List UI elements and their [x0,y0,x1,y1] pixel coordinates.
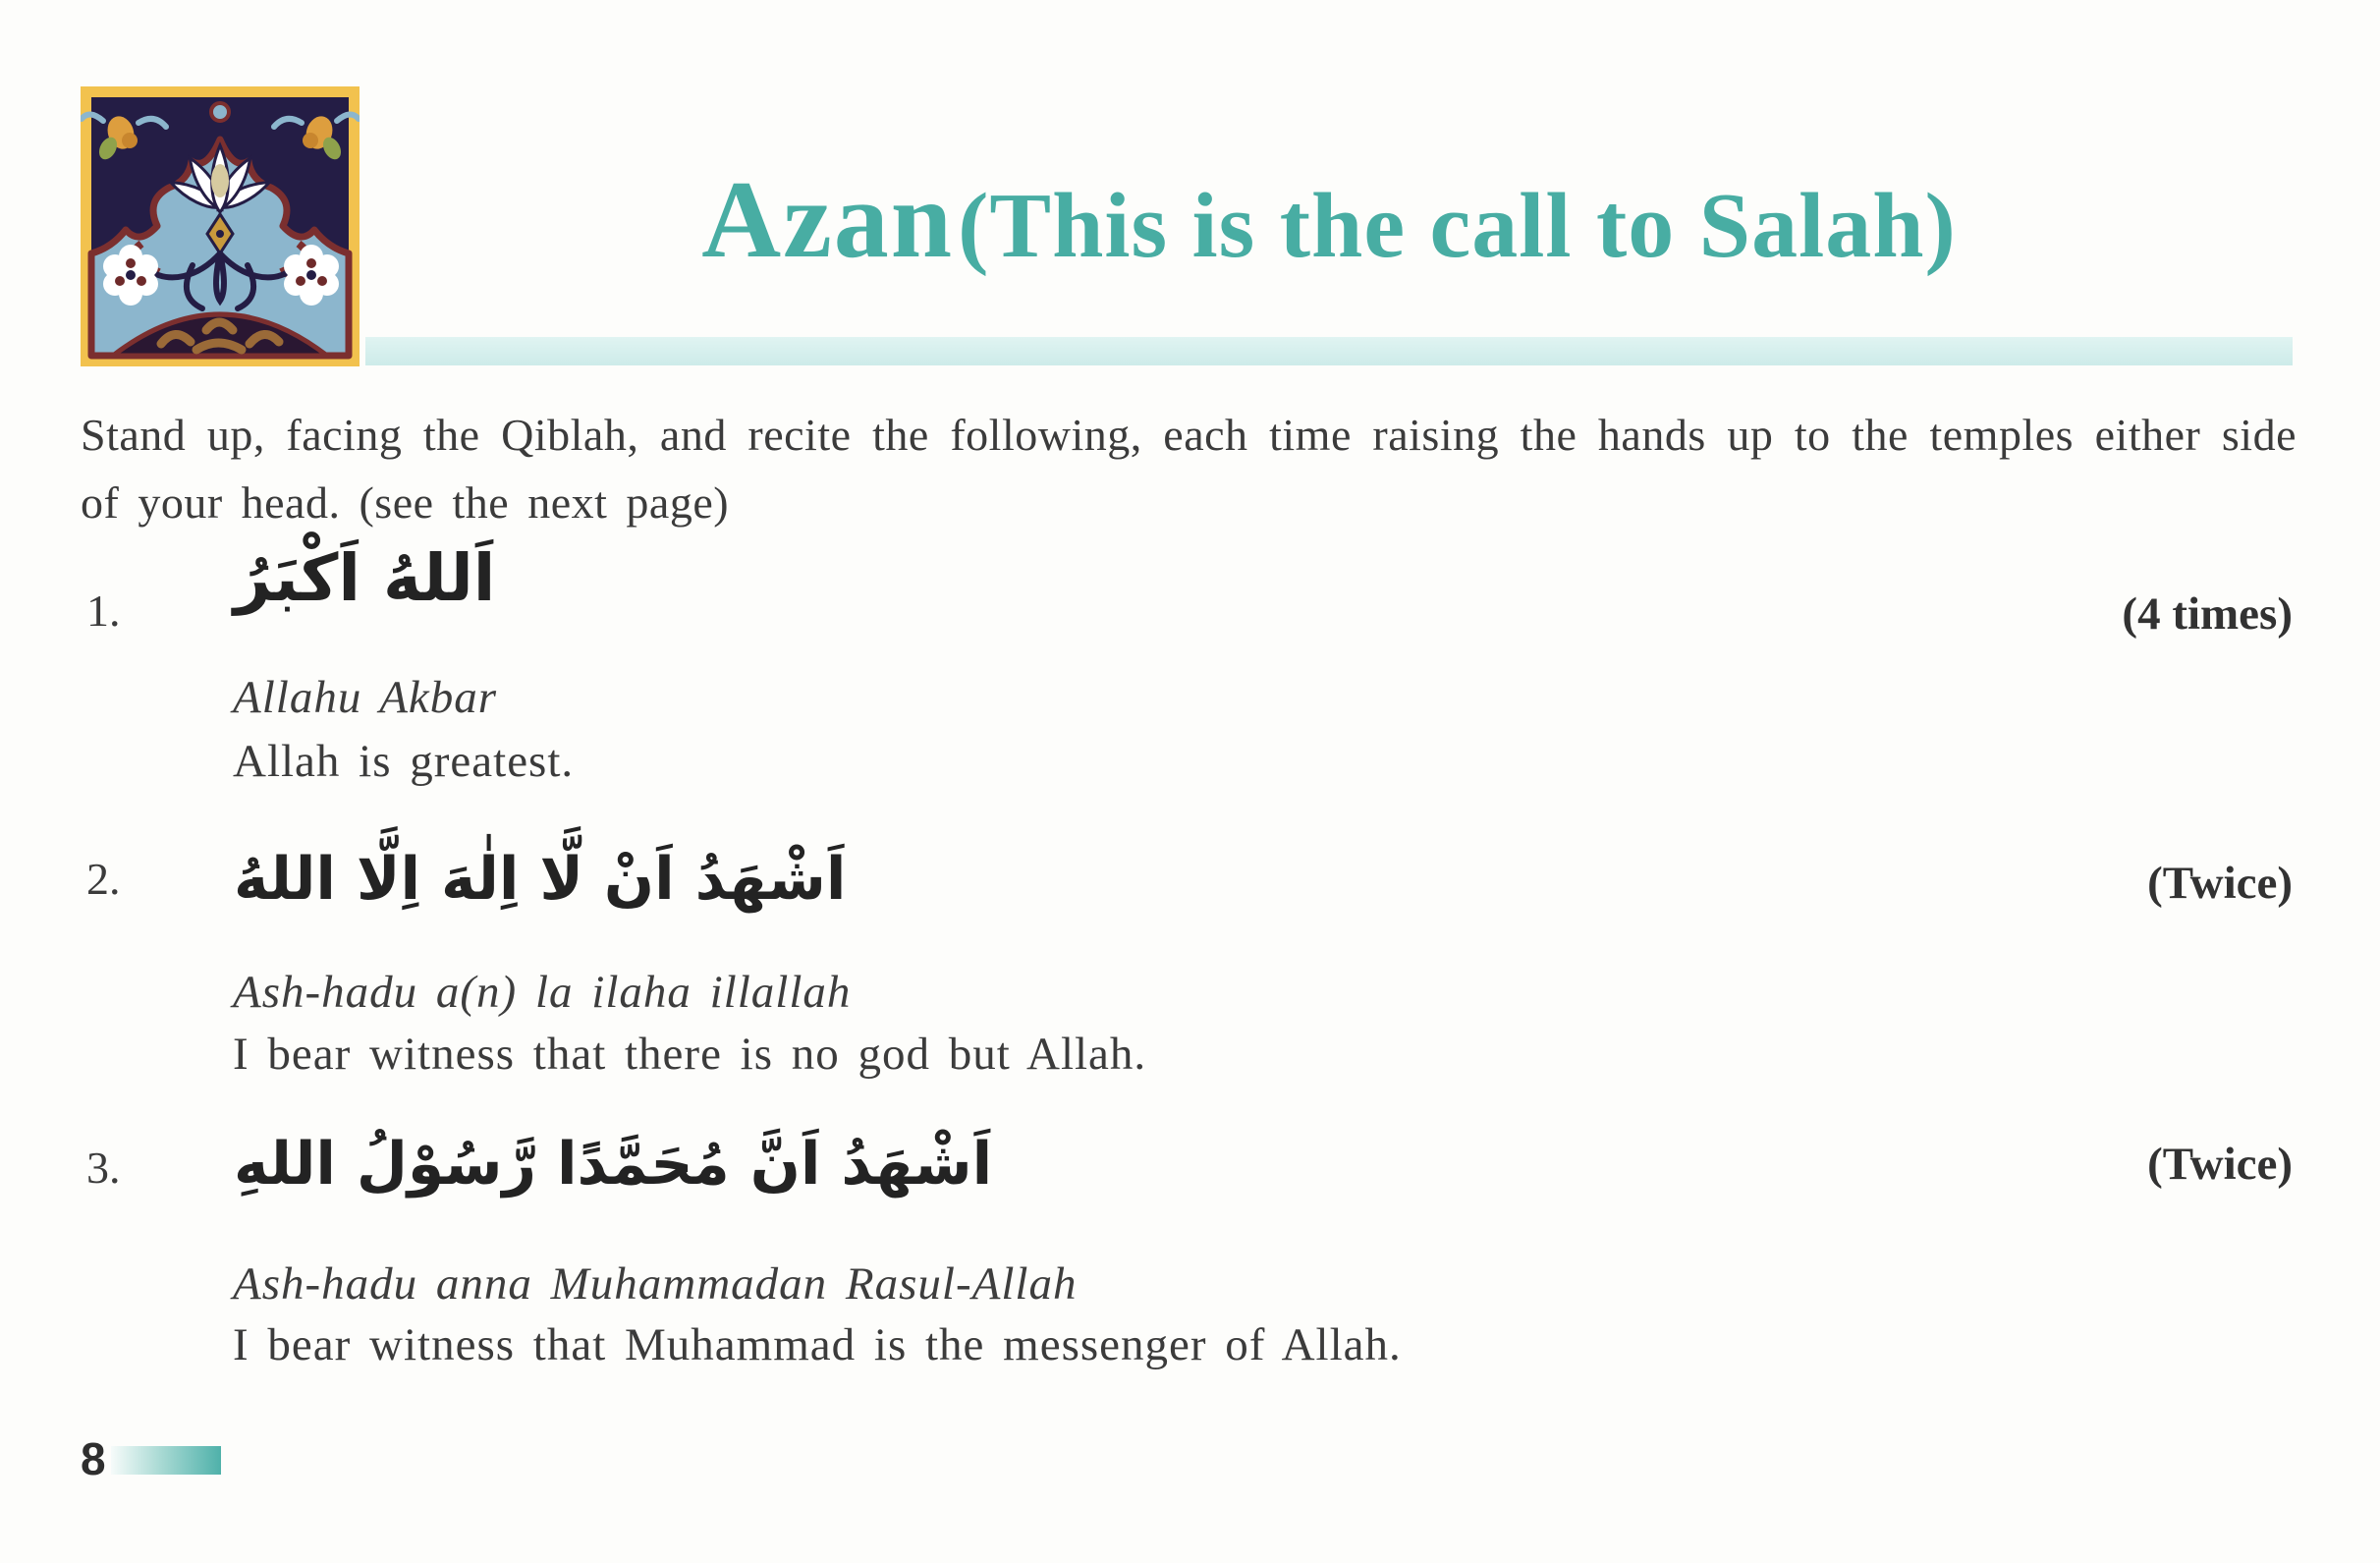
translation-text: I bear witness that Muhammad is the messenger of Allah. [233,1319,1402,1370]
arabic-calligraphy: اَشْهَدُ اَنَّ مُحَمَّدًا رَّسُوْلُ اللهِ [234,1130,993,1199]
footer-gradient-bar [111,1446,221,1475]
repeat-count-label: (Twice) [2147,1139,2293,1190]
item-number: 1. [86,586,121,636]
item-number: 3. [86,1143,121,1193]
title-underline-bar [365,337,2293,365]
tile-art-icon [81,86,360,366]
translation-text: I bear witness that there is no god but Allah. [233,1029,1147,1080]
page-title-main: Azan [701,159,955,281]
repeat-count-label: (Twice) [2147,858,2293,909]
transliteration-text: Allahu Akbar [233,672,498,723]
page-title [365,159,2293,281]
arabic-calligraphy: اَللهُ اَكْبَرُ [234,540,496,616]
transliteration-text: Ash-hadu anna Muhammadan Rasul-Allah [233,1258,1078,1310]
islamic-tile-ornament [81,86,360,366]
page-title-sub: (This is the call to Salah) [958,175,1957,277]
transliteration-text: Ash-hadu a(n) la ilaha illallah [233,967,852,1018]
arabic-calligraphy: اَشْهَدُ اَنْ لَّا اِلٰهَ اِلَّا اللهُ [234,845,847,914]
intro-paragraph: Stand up, facing the Qiblah, and recite the following, each time raising the hands up to the temples either side of your head. (see the next page) [81,410,2297,528]
item-number: 2. [86,854,121,904]
translation-text: Allah is greatest. [233,736,575,787]
page-number: 8 [81,1433,106,1484]
repeat-count-label: (4 times) [2122,588,2293,640]
